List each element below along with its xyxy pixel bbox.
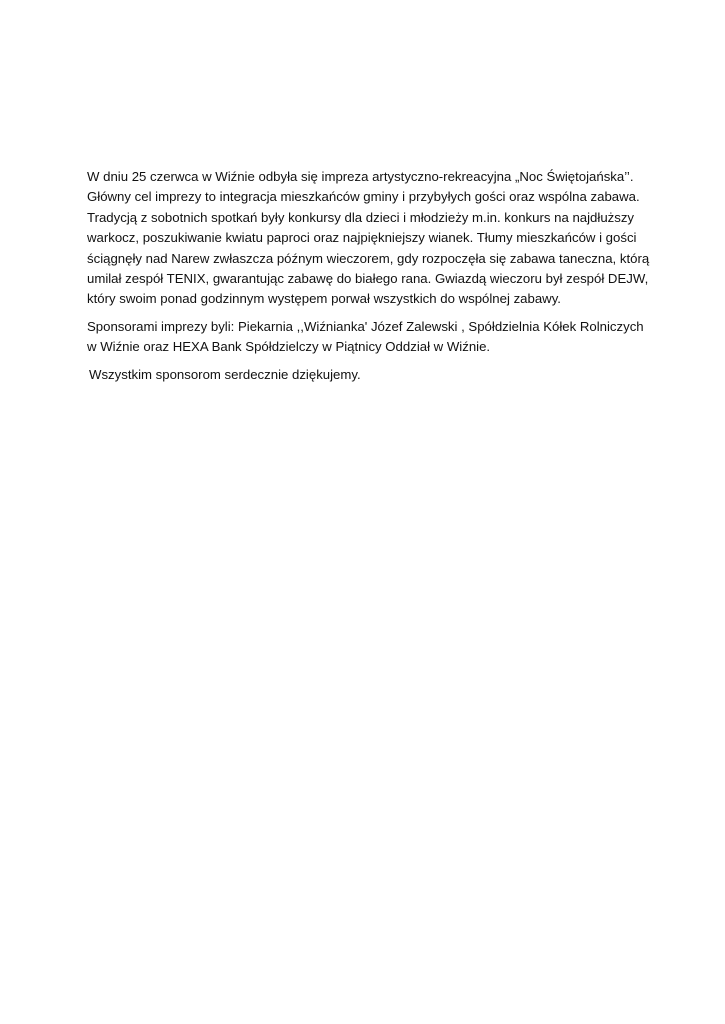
document-body xyxy=(87,167,650,392)
paragraph-sponsors xyxy=(87,317,647,358)
text-line: W dniu 25 czerwca w Wiźnie odbyła się impreza artystyczno-rekreacyjna „Noc Świętojańska’’. xyxy=(87,169,634,184)
paragraph-event-description xyxy=(87,167,650,310)
paragraph-thanks xyxy=(87,365,647,385)
text-line: warkocz, poszukiwanie kwiatu paproci oraz najpiękniejszy wianek. Tłumy mieszkańców i gości xyxy=(87,230,637,246)
text-line: Wszystkim sponsorom serdecznie dziękujemy. xyxy=(89,366,361,382)
text-line: Główny cel imprezy to integracja mieszkańców gminy i przybyłych gości oraz wspólna zabawa. xyxy=(87,189,640,205)
text-line: umilał zespół TENIX, gwarantując zabawę do białego rana. Gwiazdą wieczoru był zespół DEJW, xyxy=(87,271,649,287)
text-line: Tradycją z sobotnich spotkań były konkursy dla dzieci i młodzieży m.in. konkurs na najdłuższy xyxy=(87,209,635,225)
text-line: który swoim ponad godzinnym występem porwał wszystkich do wspólnej zabawy. xyxy=(87,291,561,307)
text-line: ściągnęły nad Narew zwłaszcza późnym wieczorem, gdy rozpoczęła się zabawa taneczna, którą xyxy=(87,250,650,266)
text-line: w Wiźnie oraz HEXA Bank Spółdzielczy w Piątnicy Oddział w Wiźnie. xyxy=(87,339,491,355)
text-line: Sponsorami imprezy byli: Piekarnia ,,Wiźnianka' Józef Zalewski , Spółdzielnia Kółek Rolniczych xyxy=(87,318,644,334)
